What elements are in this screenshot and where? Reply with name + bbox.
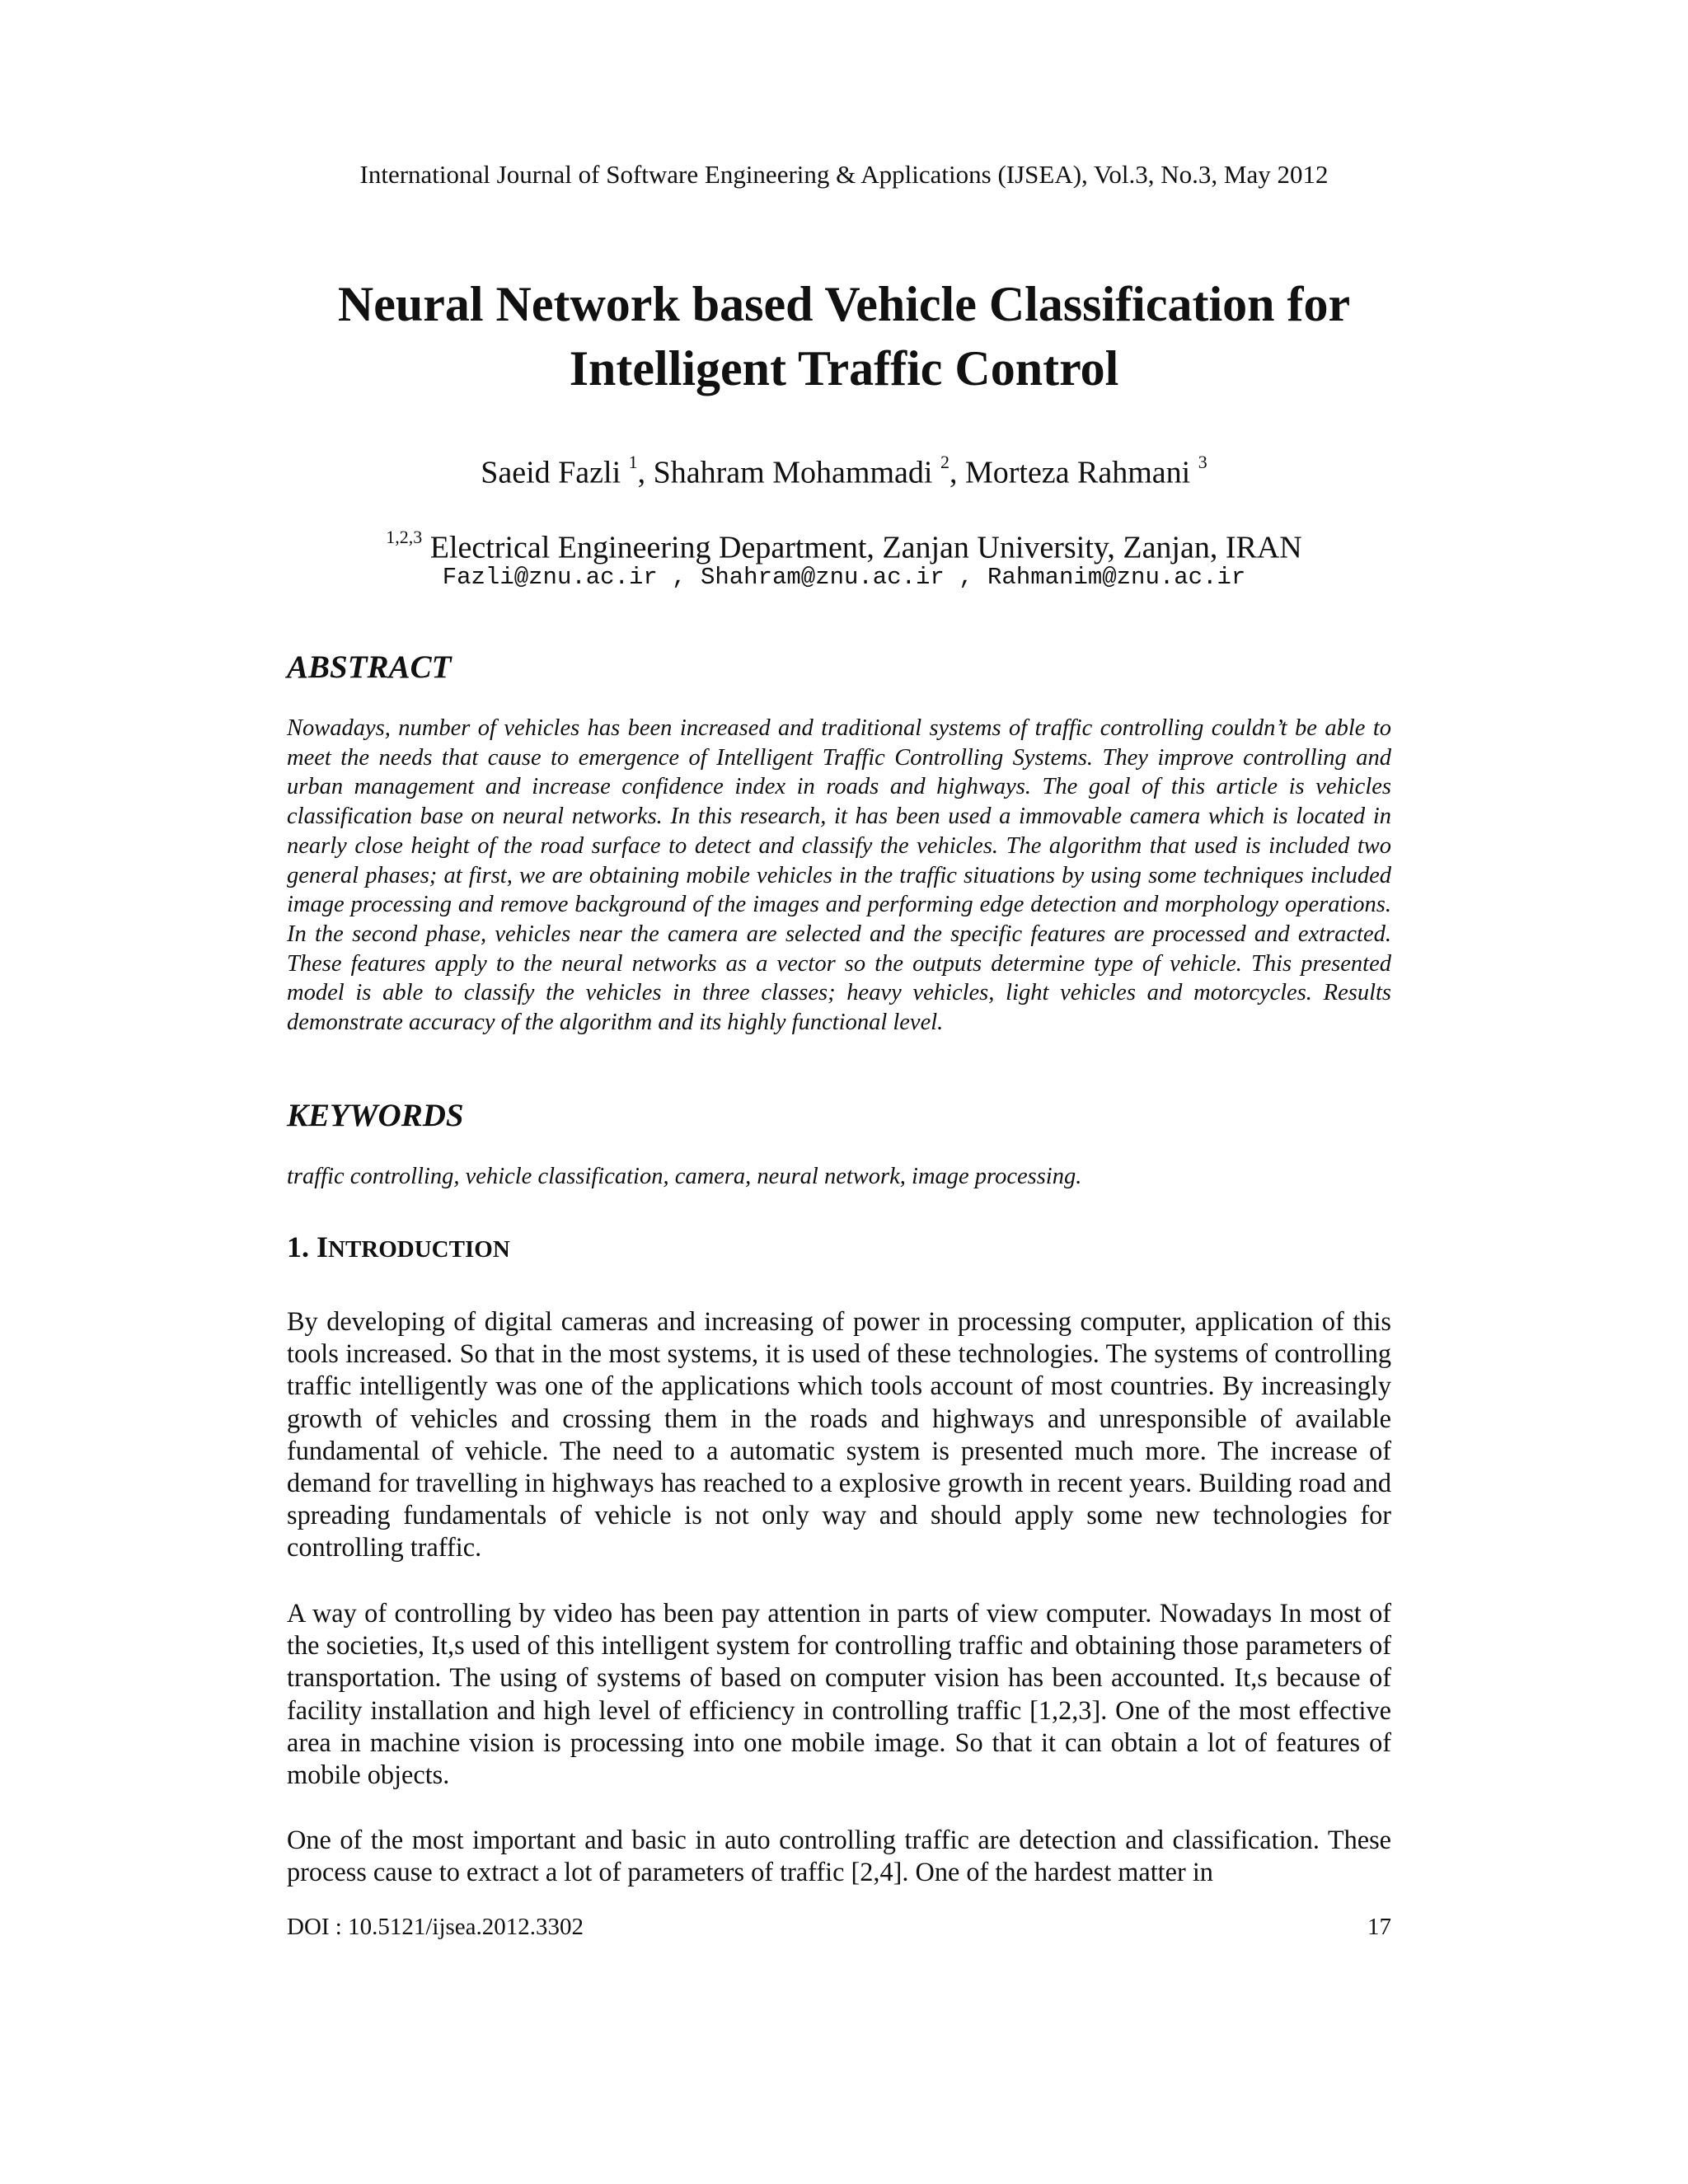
introduction-heading-rest: NTRODUCTION — [328, 1236, 510, 1263]
author-emails: Fazli@znu.ac.ir , Shahram@znu.ac.ir , Rahmanim@znu.ac.ir — [442, 564, 1246, 591]
intro-paragraph-1: By developing of digital cameras and increasing of power in processing computer, application of this tools increased. So that in the most systems, it is used of these technologies. The systems of controlling traffic intelligently was one of the applications which tools account of most countries. By increasingly growth of vehicles and crossing them in the roads and highways and unresponsible of available fundamental of vehicle. The need to a automatic system is presented much more. The increase of demand for travelling in highways has reached to a explosive growth in recent years. Building road and spreading fundamentals of vehicle is not only way and should apply some new technologies for controlling traffic. — [287, 1306, 1391, 1563]
introduction-heading — [287, 1228, 510, 1268]
affiliation — [0, 521, 1688, 568]
intro-paragraph-3: One of the most important and basic in auto controlling traffic are detection and classification. These process cause to extract a lot of parameters of traffic [2,4]. One of the hardest matter in — [287, 1825, 1391, 1887]
doi: DOI : 10.5121/ijsea.2012.3302 — [287, 1914, 584, 1940]
abstract-text: Nowadays, number of vehicles has been increased and traditional systems of traffic controlling couldn’t be able to meet the needs that cause to emergence of Intelligent Traffic Controlling Systems. They improve controlling and urban management and increase confidence index in roads and highways. The goal of this article is vehicles classification base on neural networks. In this research, it has been used a immovable camera which is located in nearly close height of the road surface to detect and classify the vehicles. The algorithm that used is included two general phases; at first, we are obtaining mobile vehicles in the traffic situations by using some techniques included image processing and remove background of the images and performing edge detection and morphology operations. In the second phase, vehicles near the camera are selected and the specific features are processed and extracted. These features apply to the neural networks as a vector so the outputs determine type of vehicle. This presented model is able to classify the vehicles in three classes; heavy vehicles, light vehicles and motorcycles. Results demonstrate accuracy of the algorithm and its highly functional level. — [287, 715, 1391, 1036]
author-superscript: 2 — [940, 452, 950, 472]
introduction-heading-number: 1. I — [287, 1230, 329, 1263]
author-name: Morteza Rahmani — [964, 455, 1191, 490]
keywords-text: traffic controlling, vehicle classification, camera, neural network, image processing. — [287, 1164, 1082, 1189]
author-list: Saeid Fazli $^1$, Shahram Mohammadi $^2$, Morteza Rahmani $^3$ — [481, 452, 1207, 490]
author-name: Shahram Mohammadi — [653, 455, 933, 490]
keywords-heading: KEYWORDS — [287, 1098, 464, 1133]
affiliation-superscript: 1,2,3 — [386, 527, 423, 547]
page-number: 17 — [1367, 1914, 1391, 1940]
intro-paragraph-2: A way of controlling by video has been pay attention in parts of view computer. Nowadays In most of the societies, It,s used of this intelligent system for controlling traffic and obtaining those parameters of transportation. The using of systems of based on computer vision has been accounted. It,s because of facility installation and high level of efficiency in controlling traffic [1,2,3]. One of the most effective area in machine vision is processing into one mobile image. So that it can obtain a lot of features of mobile objects. — [287, 1598, 1391, 1790]
author-superscript: 1 — [628, 452, 638, 472]
affiliation-text: Electrical Engineering Department, Zanjan University, Zanjan, IRAN — [429, 530, 1302, 565]
page-footer — [287, 1912, 1391, 1942]
abstract-heading: ABSTRACT — [287, 649, 452, 685]
title-line-2: Intelligent Traffic Control — [569, 341, 1119, 396]
running-head: International Journal of Software Engineering & Applications (IJSEA), Vol.3, No.3, May 2012 — [359, 160, 1329, 189]
author-name: Saeid Fazli — [481, 455, 621, 490]
title-line-1: Neural Network based Vehicle Classification for — [337, 277, 1351, 331]
paper-title — [247, 272, 1441, 401]
author-superscript: 3 — [1198, 452, 1207, 472]
